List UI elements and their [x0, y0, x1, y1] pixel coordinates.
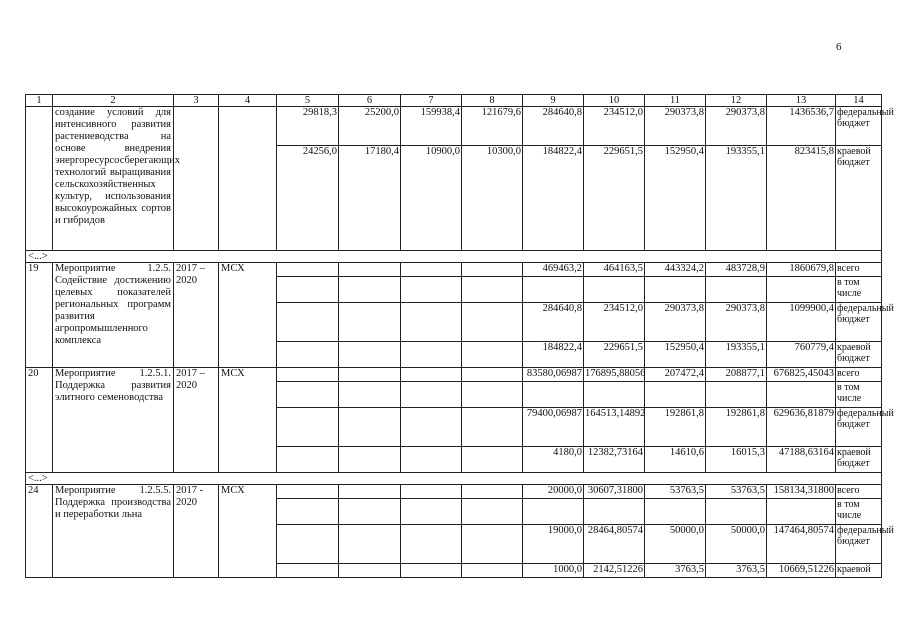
value-cell: 10300,0	[462, 146, 523, 251]
value-cell: 17180,4	[339, 146, 401, 251]
value-cell	[401, 368, 462, 382]
number-cell: 20	[26, 368, 53, 473]
value-cell	[462, 263, 523, 277]
value-cell	[462, 485, 523, 499]
header-cell: 11	[645, 95, 706, 107]
value-cell	[339, 342, 401, 368]
header-cell: 3	[174, 95, 219, 107]
value-cell: 176895,88056	[584, 368, 645, 382]
source-cell: в том числе	[836, 277, 882, 303]
value-cell	[277, 447, 339, 473]
value-cell	[706, 382, 767, 408]
value-cell	[277, 485, 339, 499]
number-cell	[26, 107, 53, 251]
value-cell	[401, 303, 462, 342]
value-cell	[339, 564, 401, 578]
source-cell: федеральный бюджет	[836, 408, 882, 447]
value-cell: 629636,81879	[767, 408, 836, 447]
value-cell: 184822,4	[523, 342, 584, 368]
value-cell	[462, 382, 523, 408]
value-cell: 192861,8	[645, 408, 706, 447]
source-cell: федеральный бюджет	[836, 107, 882, 146]
value-cell: 50000,0	[706, 525, 767, 564]
header-cell: 8	[462, 95, 523, 107]
value-cell	[767, 382, 836, 408]
value-cell: 158134,31800	[767, 485, 836, 499]
value-cell: 29818,3	[277, 107, 339, 146]
number-cell: 19	[26, 263, 53, 368]
value-cell: 823415,8	[767, 146, 836, 251]
value-cell: 1436536,7	[767, 107, 836, 146]
value-cell	[401, 564, 462, 578]
value-cell: 443324,2	[645, 263, 706, 277]
value-cell	[339, 447, 401, 473]
years-cell: 2017 – 2020	[174, 368, 219, 473]
value-cell	[401, 447, 462, 473]
value-cell: 10669,51226	[767, 564, 836, 578]
budget-table	[25, 94, 894, 578]
header-cell: 2	[53, 95, 174, 107]
value-cell	[767, 499, 836, 525]
value-cell: 760779,4	[767, 342, 836, 368]
value-cell	[523, 277, 584, 303]
value-cell: 483728,9	[706, 263, 767, 277]
value-cell: 284640,8	[523, 303, 584, 342]
gap-marker: <...>	[26, 473, 882, 485]
value-cell: 53763,5	[645, 485, 706, 499]
header-cell: 14	[836, 95, 882, 107]
value-cell: 193355,1	[706, 342, 767, 368]
value-cell	[462, 564, 523, 578]
value-cell	[277, 525, 339, 564]
value-cell: 1099900,4	[767, 303, 836, 342]
header-cell: 10	[584, 95, 645, 107]
value-cell	[462, 447, 523, 473]
years-cell: 2017 - 2020	[174, 485, 219, 578]
value-cell: 47188,63164	[767, 447, 836, 473]
gap-marker: <...>	[26, 251, 882, 263]
gap-row	[26, 473, 882, 485]
value-cell	[401, 277, 462, 303]
value-cell: 121679,6	[462, 107, 523, 146]
gap-row	[26, 251, 882, 263]
value-cell	[706, 277, 767, 303]
source-cell: федеральный бюджет	[836, 525, 882, 564]
value-cell: 1860679,8	[767, 263, 836, 277]
value-cell: 79400,06987	[523, 408, 584, 447]
header-row	[26, 95, 882, 107]
value-cell: 229651,5	[584, 146, 645, 251]
source-cell: в том числе	[836, 382, 882, 408]
value-cell	[277, 564, 339, 578]
value-cell: 164513,14892	[584, 408, 645, 447]
value-cell: 3763,5	[645, 564, 706, 578]
header-cell: 13	[767, 95, 836, 107]
header-cell: 6	[339, 95, 401, 107]
value-cell	[401, 485, 462, 499]
number-cell: 24	[26, 485, 53, 578]
value-cell: 25200,0	[339, 107, 401, 146]
header-cell: 5	[277, 95, 339, 107]
value-cell	[339, 525, 401, 564]
value-cell: 83580,06987	[523, 368, 584, 382]
value-cell: 208877,1	[706, 368, 767, 382]
table-row	[26, 107, 882, 146]
value-cell: 192861,8	[706, 408, 767, 447]
value-cell	[339, 303, 401, 342]
value-cell	[523, 499, 584, 525]
header-cell: 12	[706, 95, 767, 107]
description-cell: создание условий для интенсивного развития растениеводства на основе внедрения энергоресурсосберегающих технологий выращивания сельскохозяйственных культур, использования высокоурожайных сортов и гибридов	[53, 107, 174, 251]
value-cell: 207472,4	[645, 368, 706, 382]
value-cell: 53763,5	[706, 485, 767, 499]
source-cell: всего	[836, 368, 882, 382]
table-row	[26, 485, 882, 499]
value-cell	[584, 499, 645, 525]
source-cell: краевой бюджет	[836, 146, 882, 251]
value-cell: 193355,1	[706, 146, 767, 251]
source-cell: всего	[836, 485, 882, 499]
value-cell: 10900,0	[401, 146, 462, 251]
value-cell: 464163,5	[584, 263, 645, 277]
value-cell	[401, 263, 462, 277]
description-cell: Мероприятие 1.2.5.1. Поддержка развития элитного семеноводства	[53, 368, 174, 473]
value-cell	[584, 277, 645, 303]
value-cell	[523, 382, 584, 408]
value-cell	[584, 382, 645, 408]
value-cell: 16015,3	[706, 447, 767, 473]
value-cell	[339, 263, 401, 277]
value-cell	[277, 408, 339, 447]
value-cell: 2142,51226	[584, 564, 645, 578]
value-cell: 20000,0	[523, 485, 584, 499]
value-cell: 152950,4	[645, 342, 706, 368]
executor-cell	[219, 107, 277, 251]
value-cell	[277, 368, 339, 382]
header-cell: 9	[523, 95, 584, 107]
value-cell	[339, 499, 401, 525]
value-cell	[277, 499, 339, 525]
value-cell: 229651,5	[584, 342, 645, 368]
value-cell: 184822,4	[523, 146, 584, 251]
value-cell	[339, 382, 401, 408]
value-cell: 284640,8	[523, 107, 584, 146]
value-cell	[339, 277, 401, 303]
value-cell: 30607,31800	[584, 485, 645, 499]
source-cell: краевой бюджет	[836, 342, 882, 368]
value-cell	[462, 499, 523, 525]
value-cell	[401, 408, 462, 447]
value-cell	[462, 525, 523, 564]
value-cell: 1000,0	[523, 564, 584, 578]
value-cell: 4180,0	[523, 447, 584, 473]
value-cell	[645, 277, 706, 303]
source-cell: федеральный бюджет	[836, 303, 882, 342]
years-cell: 2017 – 2020	[174, 263, 219, 368]
value-cell: 152950,4	[645, 146, 706, 251]
value-cell	[401, 499, 462, 525]
value-cell	[339, 485, 401, 499]
value-cell	[401, 342, 462, 368]
value-cell	[277, 263, 339, 277]
value-cell	[645, 499, 706, 525]
value-cell: 159938,4	[401, 107, 462, 146]
value-cell: 290373,8	[706, 303, 767, 342]
value-cell: 3763,5	[706, 564, 767, 578]
source-cell: краевой бюджет	[836, 447, 882, 473]
value-cell: 234512,0	[584, 107, 645, 146]
header-cell: 7	[401, 95, 462, 107]
value-cell: 290373,8	[645, 107, 706, 146]
value-cell	[277, 303, 339, 342]
value-cell	[401, 525, 462, 564]
table-row	[26, 263, 882, 277]
source-cell: в том числе	[836, 499, 882, 525]
value-cell	[339, 368, 401, 382]
value-cell: 234512,0	[584, 303, 645, 342]
value-cell	[462, 368, 523, 382]
value-cell: 290373,8	[645, 303, 706, 342]
description-cell: Мероприятие 1.2.5. Содействие достижению целевых показателей региональных программ развития агропромышленного комплекса	[53, 263, 174, 368]
value-cell	[339, 408, 401, 447]
source-cell: всего	[836, 263, 882, 277]
value-cell: 28464,80574	[584, 525, 645, 564]
header-cell: 1	[26, 95, 53, 107]
value-cell	[277, 342, 339, 368]
value-cell: 12382,73164	[584, 447, 645, 473]
value-cell: 147464,80574	[767, 525, 836, 564]
executor-cell: МСХ	[219, 485, 277, 578]
value-cell	[462, 408, 523, 447]
executor-cell: МСХ	[219, 263, 277, 368]
value-cell: 469463,2	[523, 263, 584, 277]
source-cell: краевой	[836, 564, 882, 578]
value-cell	[645, 382, 706, 408]
table-row	[26, 368, 882, 382]
description-cell: Мероприятие 1.2.5.5. Поддержка производства и переработки льна	[53, 485, 174, 578]
value-cell: 14610,6	[645, 447, 706, 473]
value-cell: 50000,0	[645, 525, 706, 564]
years-cell	[174, 107, 219, 251]
value-cell	[277, 382, 339, 408]
value-cell: 676825,45043	[767, 368, 836, 382]
value-cell	[462, 277, 523, 303]
value-cell	[462, 342, 523, 368]
executor-cell: МСХ	[219, 368, 277, 473]
value-cell	[706, 499, 767, 525]
value-cell: 19000,0	[523, 525, 584, 564]
value-cell	[401, 382, 462, 408]
page-number: 6	[836, 41, 842, 53]
value-cell	[767, 277, 836, 303]
value-cell	[462, 303, 523, 342]
value-cell	[277, 277, 339, 303]
value-cell: 290373,8	[706, 107, 767, 146]
header-cell: 4	[219, 95, 277, 107]
value-cell: 24256,0	[277, 146, 339, 251]
